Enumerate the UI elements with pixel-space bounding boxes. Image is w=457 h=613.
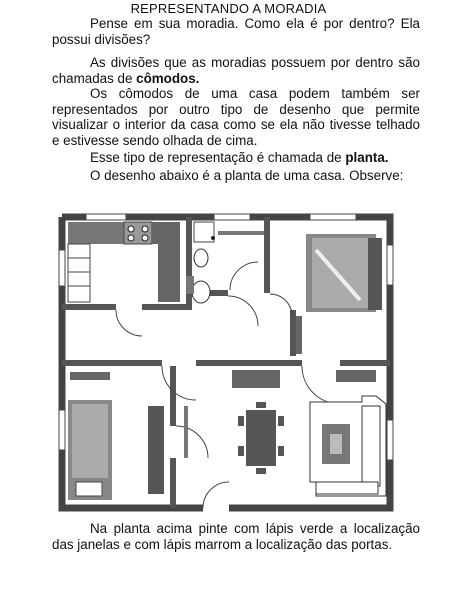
paragraph-3: Os cômodos de uma casa podem também ser representados por outro tipo de desenho que permite visualizar o interior da casa como se ela não tivesse telhado e estivesse sendo olhada de cima. [52,86,420,148]
paragraph-4-text: Esse tipo de representação é chamada de [90,150,346,165]
bedroom-1 [296,234,382,354]
bedroom-2 [68,372,164,500]
paragraph-4-bold: planta. [345,150,389,165]
page-title: REPRESENTANDO A MORADIA [130,1,327,16]
living-room [184,370,386,496]
paragraph-5: O desenho abaixo é a planta de uma casa. Observe: [90,168,404,183]
kitchen [68,222,180,302]
paragraph-2-text: As divisões que as moradias possuem por dentro são chamadas de [52,55,420,86]
instruction-text: Na planta acima pinte com lápis verde a localização das janelas e com lápis marrom a localização das portas. [52,521,420,552]
paragraph-2-bold: cômodos. [136,70,200,86]
paragraph-1: Pense em sua moradia. Como ela é por dentro? Ela possui divisões? [52,16,420,47]
